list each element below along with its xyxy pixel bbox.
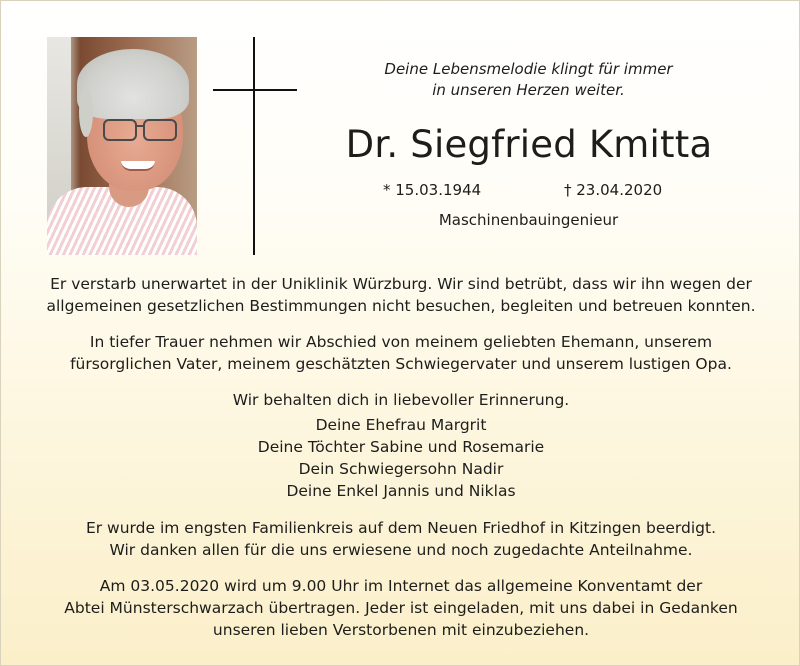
quote-line: in unseren Herzen weiter. bbox=[432, 81, 625, 99]
photo-hair-side bbox=[79, 87, 93, 137]
text-line: fürsorglichen Vater, meinem geschätzten Schwiegervater und unserem lustigen Opa. bbox=[70, 355, 732, 373]
paragraph-service bbox=[21, 575, 781, 641]
text-line: allgemeinen gesetzlichen Bestimmungen nicht besuchen, begleiten und betreuen konnten. bbox=[46, 297, 756, 315]
quote-line: Deine Lebensmelodie klingt für immer bbox=[384, 60, 673, 78]
text-line: Er wurde im engsten Familienkreis auf dem Neuen Friedhof in Kitzingen beerdigt. bbox=[85, 519, 717, 537]
death-date: † 23.04.2020 bbox=[564, 181, 663, 199]
family-signatures bbox=[21, 414, 781, 502]
portrait-photo bbox=[47, 37, 197, 255]
birth-date: * 15.03.1944 bbox=[383, 181, 482, 199]
paragraph-farewell bbox=[21, 331, 781, 375]
profession: Maschinenbauingenieur bbox=[438, 211, 619, 229]
photo-glasses-right bbox=[143, 119, 177, 141]
paragraph-death-notice bbox=[21, 273, 781, 317]
deceased-name: Dr. Siegfried Kmitta bbox=[345, 123, 713, 166]
paragraph-burial bbox=[21, 517, 781, 561]
memorial-quote bbox=[341, 59, 716, 101]
signature-line: Deine Enkel Jannis und Niklas bbox=[286, 482, 516, 500]
signature-line: Deine Ehefrau Margrit bbox=[315, 416, 487, 434]
signature-line: Deine Töchter Sabine und Rosemarie bbox=[257, 438, 545, 456]
text-line: Am 03.05.2020 wird um 9.00 Uhr im Internet das allgemeine Konventamt der bbox=[99, 577, 703, 595]
photo-hair bbox=[77, 49, 189, 119]
photo-glasses-left bbox=[103, 119, 137, 141]
cross-icon bbox=[253, 37, 255, 255]
signature-line: Dein Schwiegersohn Nadir bbox=[298, 460, 504, 478]
cross-icon-bar bbox=[213, 89, 297, 91]
photo-glasses-bridge bbox=[135, 125, 145, 127]
text-line: Abtei Münsterschwarzach übertragen. Jeder ist eingeladen, mit uns dabei in Gedanken bbox=[64, 599, 738, 617]
text-line: In tiefer Trauer nehmen wir Abschied von meinem geliebten Ehemann, unserem bbox=[89, 333, 713, 351]
text-line: Wir behalten dich in liebevoller Erinnerung. bbox=[232, 391, 570, 409]
text-line: unseren lieben Verstorbenen mit einzubeziehen. bbox=[212, 621, 590, 639]
photo-smile bbox=[121, 161, 155, 171]
memory-line bbox=[21, 389, 781, 411]
text-line: Wir danken allen für die uns erwiesene und noch zugedachte Anteilnahme. bbox=[109, 541, 693, 559]
text-line: Er verstarb unerwartet in der Uniklinik Würzburg. Wir sind betrübt, dass wir ihn wegen der bbox=[50, 275, 752, 293]
